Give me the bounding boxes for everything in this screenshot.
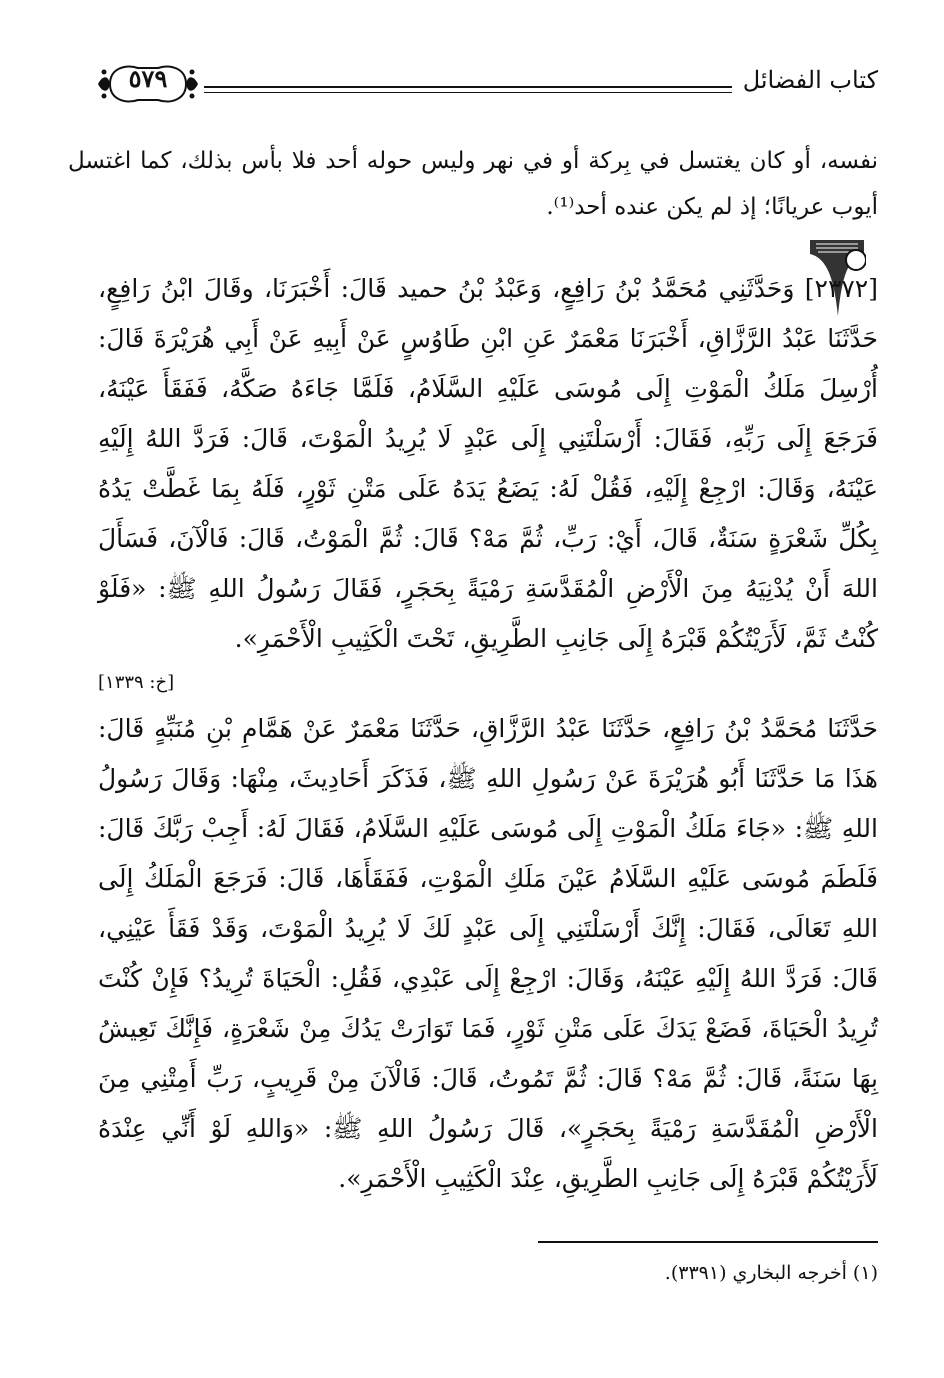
footnote: (١) أخرجه البخاري (٣٣٩١). (664, 1262, 878, 1284)
bukhari-reference: [خ: ١٣٣٩] (98, 672, 175, 693)
page-number: ٥٧٩ (128, 64, 168, 93)
hadith-2372-second-chain: حَدَّثَنَا مُحَمَّدُ بْنُ رَافِعٍ، حَدَّثَنَا عَبْدُ الرَّزَّاقِ، حَدَّثَنَا مَعْمَرٌ عَنْ هَمَّامِ بْنِ مُنَبِّهٍ قَالَ: هَذَا مَا حَدَّثَنَا أَبُو هُرَيْرَةَ عَنْ رَسُولِ اللهِ ﷺ، فَذَكَرَ أَحَادِيثَ، مِنْهَا: وَقَالَ رَسُولُ اللهِ ﷺ: «جَاءَ مَلَكُ الْمَوْتِ إِلَى مُوسَى عَلَيْهِ السَّلَامُ، فَقَالَ لَهُ: أَجِبْ رَبَّكَ قَالَ: فَلَطَمَ مُوسَى عَلَيْهِ السَّلَامُ عَيْنَ مَلَكِ الْمَوْتِ، فَفَقَأَهَا، قَالَ: فَرَجَعَ الْمَلَكُ إِلَى اللهِ تَعَالَى، فَقَالَ: إِنَّكَ أَرْسَلْتَنِي إِلَى عَبْدٍ لَكَ لَا يُرِيدُ الْمَوْتَ، وَقَدْ فَقَأَ عَيْنِي، قَالَ: فَرَدَّ اللهُ إِلَيْهِ عَيْنَهُ، وَقَالَ: ارْجِعْ إِلَى عَبْدِي، فَقُلِ: الْحَيَاةَ تُرِيدُ؟ فَإِنْ كُنْتَ تُرِيدُ الْحَيَاةَ، فَضَعْ يَدَكَ عَلَى مَتْنِ ثَوْرٍ، فَمَا تَوَارَتْ يَدُكَ مِنْ شَعْرَةٍ، فَإِنَّكَ تَعِيشُ بِهَا سَنَةً، قَالَ: ثُمَّ مَهْ؟ قَالَ: ثُمَّ تَمُوتُ، قَالَ: فَالْآنَ مِنْ قَرِيبٍ، رَبِّ أَمِتْنِي مِنَ الْأَرْضِ الْمُقَدَّسَةِ رَمْيَةً بِحَجَرٍ»، قَالَ رَسُولُ اللهِ ﷺ: «وَاللهِ لَوْ أَنِّي عِنْدَهُ لَأَرَيْتُكُمْ قَبْرَهُ إِلَى جَانِبِ الطَّرِيقِ، عِنْدَ الْكَثِيبِ الْأَحْمَرِ». (98, 714, 878, 1193)
footnote-divider (538, 1241, 878, 1243)
header-rule (204, 86, 732, 88)
chapter-title: كتاب الفضائل (742, 66, 878, 94)
hadith-2372: [٢٣٧٢] وَحَدَّثَنِي مُحَمَّدُ بْنُ رَافِعٍ، وَعَبْدُ بْنُ حميد قَالَ: أَخْبَرَنَا، وقَالَ ابْنُ رَافِعٍ، حَدَّثَنَا عَبْدُ الرَّزَّاقِ، أَخْبَرَنَا مَعْمَرٌ عَنِ ابْنِ طَاوُسٍ عَنْ أَبِيهِ عَنْ أَبِي هُرَيْرَةَ قَالَ: أُرْسِلَ مَلَكُ الْمَوْتِ إِلَى مُوسَى عَلَيْهِ السَّلَامُ، فَلَمَّا جَاءَهُ صَكَّهُ، فَفَقَأَ عَيْنَهُ، فَرَجَعَ إِلَى رَبِّهِ، فَقَالَ: أَرْسَلْتَنِي إِلَى عَبْدٍ لَا يُرِيدُ الْمَوْتَ، قَالَ: فَرَدَّ اللهُ إِلَيْهِ عَيْنَهُ، وَقَالَ: ارْجِعْ إِلَيْهِ، فَقُلْ لَهُ: يَضَعُ يَدَهُ عَلَى مَتْنِ ثَوْرٍ، فَلَهُ بِمَا غَطَّتْ يَدُهُ بِكُلِّ شَعْرَةٍ سَنَةٌ، قَالَ، أَيْ: رَبِّ، ثُمَّ مَهْ؟ قَالَ: ثُمَّ الْمَوْتُ، قَالَ: فَالْآنَ، فَسَأَلَ اللهَ أَنْ يُدْنِيَهُ مِنَ الْأَرْضِ الْمُقَدَّسَةِ رَمْيَةً بِحَجَرٍ، فَقَالَ رَسُولُ اللهِ ﷺ: «فَلَوْ كُنْتُ ثَمَّ، لَأَرَيْتُكُمْ قَبْرَهُ إِلَى جَانِبِ الطَّرِيقِ، تَحْتَ الْكَثِيبِ الْأَحْمَرِ». (98, 274, 878, 653)
reference-line (98, 664, 878, 704)
page-header (92, 52, 878, 108)
hadith-text (98, 264, 878, 1204)
intro-paragraph: نفسه، أو كان يغتسل في بِركة أو في نهر وليس حوله أحد فلا بأس بذلك، كما اغتسل أيوب عريانًا؛ إذ لم يكن عنده أحد⁽¹⁾. (68, 148, 878, 220)
header-rule-thin (204, 92, 732, 93)
